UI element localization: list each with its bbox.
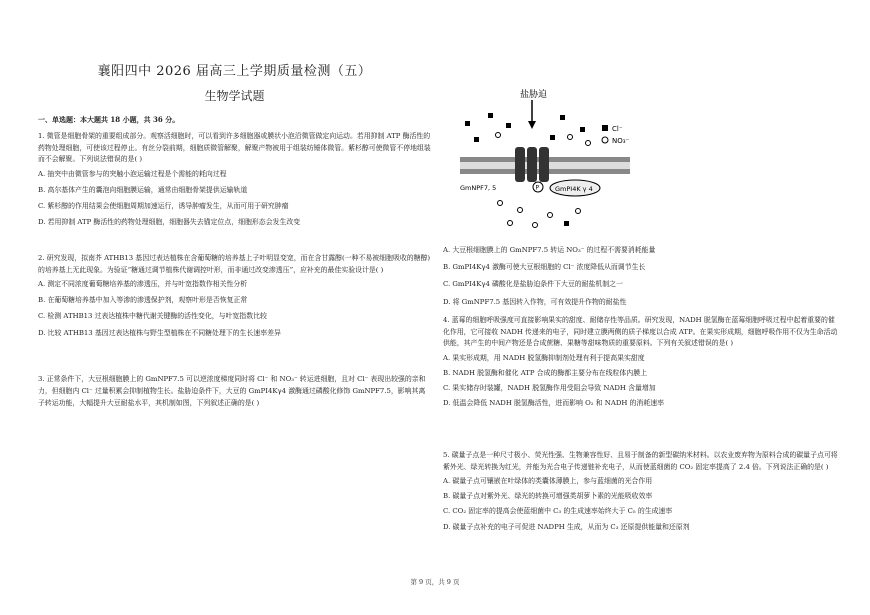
arrow-head-icon xyxy=(528,121,536,129)
option-d: D. 若用抑制 ATP 酶活性的药物处理细胞，细胞器失去锚定位点，细胞形态会发生改变 xyxy=(38,218,301,227)
question-2 xyxy=(38,253,431,337)
legend-no3: NO₃⁻ xyxy=(612,137,630,145)
intracellular-ions xyxy=(498,201,581,228)
option-c: C. 检测 ATHB13 过表达植株中糖代谢关键酶的活性变化，与叶宽指数比较 xyxy=(38,312,267,321)
option-d: D. 比较 ATHB13 基因过表达植株与野生型植株在不同糖处理下的生长速率差异 xyxy=(38,328,281,337)
question-1 xyxy=(38,131,431,226)
option-a: A. 抽突中由微管参与的突触小泡运输过程是个需能的耗向过程 xyxy=(38,169,227,178)
no3-ion-icon xyxy=(533,223,538,228)
no3-legend-icon xyxy=(602,137,608,143)
question-stem: 3. 正常条件下，大豆根细胞膜上的 GmNPF7.5 可以逆浓度梯度同时将 Cl⁻ 和 NO₃⁻ 转运进细胞，且对 Cl⁻ 表现出较强的亲和力，但细胞内 Cl⁻ 过量积累会抑制植物生长。盐胁迫条件下，大豆的 GmPI4Kγ4 激酶通过磷酸化修饰 GmNPF7.5，影响其离子转运功能，大幅提升大豆耐盐水平，其机制如图，下列叙述正确的是( ) xyxy=(38,375,426,407)
section-heading: 一、单选题：本大题共 18 小题，共 36 分。 xyxy=(38,115,180,124)
extracellular-ions xyxy=(465,113,591,146)
no3-ion-icon xyxy=(508,221,513,226)
question-stem: 5. 碳量子点是一种尺寸极小、荧光性强、生物兼容性好、且易于制备的新型碳纳米材料。以农业废弃物为原料合成的碳量子点可将紫外光、绿光转换为红光，并能为光合电子传递链补充电子，从而使蓝细菌的 CO₂ 固定率提高了 2.4 倍。下列说法正确的是( ) xyxy=(443,451,838,471)
option-a: A. 测定不同浓度葡萄糖培养基的渗透压，并与叶宽指数作相关性分析 xyxy=(38,280,248,288)
no3-ion-icon xyxy=(548,213,553,218)
question-4 xyxy=(443,315,838,407)
option-d: D. 碳量子点补充的电子可促进 NADPH 生成，从而为 C₃ 还原提供能量和还原剂 xyxy=(443,522,690,531)
legend-cl: Cl⁻ xyxy=(612,125,623,133)
no3-ion-icon xyxy=(498,201,503,206)
option-c: C. 果实储存时装罐，NADH 脱氢酶作用受阻会导致 NADH 含量增加 xyxy=(443,383,656,392)
question-stem: 2. 研究发现，拟南芥 ATHB13 基因过表达植株在含葡萄糖的培养基上子叶明显变宽，而在含甘露醇(一种不易被细胞吸收的糖醇)的培养基上无此现象。为验证“糖通过调节植株代谢调控叶形，而非通过改变渗透压”，应补充的最佳实验设计是( ) xyxy=(38,254,431,274)
option-b: B. NADH 脱氢酶和催化 ATP 合成的酶都主要分布在线粒体内膜上 xyxy=(443,368,647,377)
option-a: A. 碳量子点可镶嵌在叶绿体的类囊体薄膜上，参与蓝细菌的光合作用 xyxy=(443,477,653,485)
option-b: B. 碳量子点对紫外光、绿光的转换可增强类胡萝卜素的光能吸收效率 xyxy=(443,492,653,501)
question-3-stem xyxy=(38,373,431,409)
cl-ion-icon xyxy=(560,115,565,120)
no3-ion-icon xyxy=(568,135,573,140)
cl-ion-icon xyxy=(474,137,479,142)
cl-ion-icon xyxy=(564,221,569,226)
option-c: C. CO₂ 固定率的提高会使蓝细菌中 C₃ 的生成速率始终大于 C₅ 的生成速率 xyxy=(443,507,673,516)
cl-ion-icon xyxy=(506,123,511,128)
no3-ion-icon xyxy=(496,133,501,138)
pi4k-label: GmPI4K γ 4 xyxy=(555,185,593,193)
cl-legend-icon xyxy=(602,125,608,131)
page-footer: 第 9 页，共 9 页 xyxy=(410,578,460,586)
salt-stress-mechanism-diagram xyxy=(460,85,660,235)
option-d: D. 将 GmNPF7.5 基因转入作物，可有效提升作物的耐盐性 xyxy=(443,297,627,306)
cl-ion-icon xyxy=(580,127,585,132)
option-d: D. 低温会降低 NADH 脱氢酶活性，进而影响 O₂ 和 NADH 的消耗速率 xyxy=(443,399,664,408)
option-b: B. GmPI4Kγ4 激酶可使大豆根细胞的 Cl⁻ 浓度降低从而调节生长 xyxy=(443,263,646,272)
gmnpf-transporter xyxy=(515,147,549,182)
option-b: B. 在葡萄糖培养基中加入等渗的渗透保护剂，观察叶形是否恢复正常 xyxy=(38,296,248,305)
cl-ion-icon xyxy=(550,135,555,140)
question-5 xyxy=(443,450,838,531)
cl-ion-icon xyxy=(465,121,470,126)
no3-ion-icon xyxy=(576,209,581,214)
page-subtitle: 生物学试题 xyxy=(204,89,265,103)
page-title: 襄阳四中 2026 届高三上学期质量检测（五） xyxy=(97,64,372,79)
cl-ion-icon xyxy=(488,113,493,118)
no3-ion-icon xyxy=(586,141,591,146)
question-stem: 4. 蓝莓的细胞呼吸强度可直接影响果实的甜度、耐储存性等品质。研究发现，NADH 脱氢酶在蓝莓细胞呼吸过程中起着重要的催化作用，它可接收 NADH 传递来的电子，同时建立膜两侧的质子梯度以合成 ATP。在果实形成期，细胞呼吸作用不仅为生命活动供能，其产生的中间产物还是合成蔗糖、果糖等甜味物质的重要原料。下列有关叙述错误的是( ) xyxy=(443,316,838,347)
option-a: A. 果实形成期，用 NADH 脱氢酶抑制剂处理有利于提高果实甜度 xyxy=(443,353,645,362)
option-b: B. 高尔基体产生的囊泡向细胞膜运输，通常由细胞骨架提供运输轨道 xyxy=(38,185,248,194)
question-stem: 1. 微管是细胞骨架的重要组成部分。观察活细胞时，可以看到许多细胞器或膜状小泡沿微管做定向运动。若用抑制 ATP 酶活性的药物处理细胞，可使该过程停止。有丝分裂前期，细胞质微管解聚，解聚产物被用于组装纺锤体微管。紫杉醇可使微管不停地组装而不会解聚。下列说法错误的是( ) xyxy=(38,132,431,163)
npf-label: GmNPF7, 5 xyxy=(460,184,497,192)
option-a: A. 大豆根细胞膜上的 GmNPF7.5 转运 NO₃⁻ 的过程不需要消耗能量 xyxy=(443,246,656,254)
diagram-title: 盐胁迫 xyxy=(520,90,548,100)
question-3-options xyxy=(443,246,838,306)
no3-ion-icon xyxy=(518,208,523,213)
phosphate-label: P xyxy=(535,184,540,192)
option-c: C. GmPI4Kγ4 磷酸化是盐胁迫条件下大豆的耐盐机制之一 xyxy=(443,280,623,289)
option-c: C. 紫杉醇的作用结果会使细胞周期加速运行，诱导肿瘤发生，从而可用于研究肿瘤 xyxy=(38,201,289,210)
